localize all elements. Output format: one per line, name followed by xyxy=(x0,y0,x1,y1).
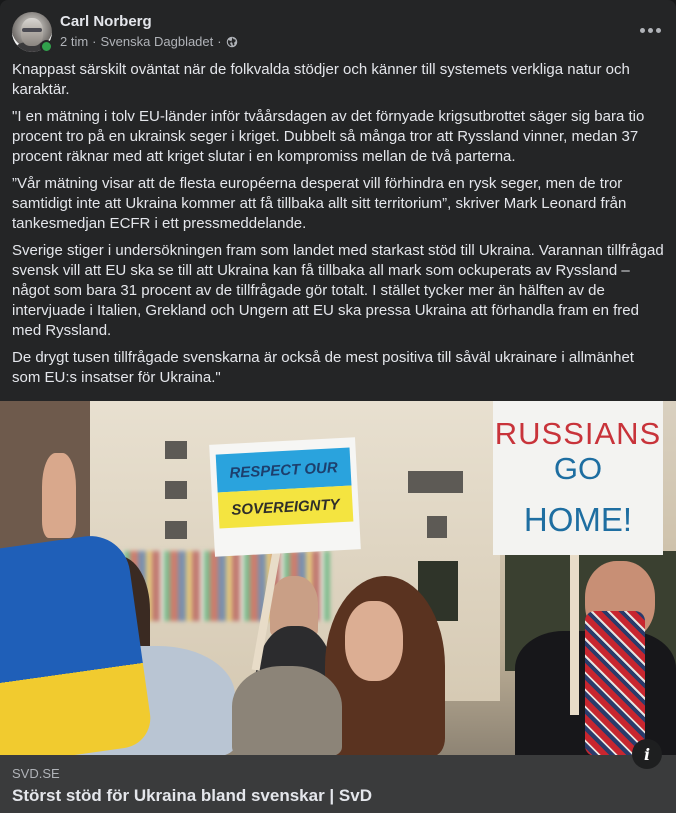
author-name[interactable]: Carl Norberg xyxy=(60,13,152,30)
meta-separator: · xyxy=(92,34,97,49)
online-status-icon xyxy=(40,40,53,53)
avatar-face xyxy=(21,18,43,46)
link-preview-image[interactable] xyxy=(0,401,676,755)
post-paragraph: Knappast särskilt oväntat när de folkvalda stödjer och känner till systemets verkliga natur och karaktär. xyxy=(12,61,630,98)
info-icon[interactable]: i xyxy=(632,739,662,769)
post-timestamp[interactable]: 2 tim xyxy=(60,34,89,49)
link-preview[interactable] xyxy=(0,755,676,813)
raised-hand xyxy=(42,453,76,538)
post-paragraph: "I en mätning i tolv EU-länder inför tvåårsdagen av det förnyade krigsutbrottet säger sig bara tio procent tro på en ukrainsk seger i kriget. Dubbelt så många tror att Ryssland vinner, medan 37 procent räknar med att kriget slutar i en kompromiss mellan de två parterna. xyxy=(12,108,645,165)
woman-center-face xyxy=(345,601,403,681)
post-body xyxy=(12,60,664,395)
sign-line: RUSSIANS xyxy=(494,416,662,451)
link-title[interactable]: Störst stöd för Ukraina bland svenskar | SvD xyxy=(12,786,372,805)
protest-sign-sovereignty xyxy=(209,437,361,556)
post-header xyxy=(12,12,664,52)
window xyxy=(427,516,447,538)
post-paragraph: Sverige stiger i undersökningen fram som landet med starkast stöd till Ukraina. Varannan tillfrågad svensk vill att EU ska se till att Ukraina kan få tillbaka all mark som ockuperats av Ryssland – något som bara 31 procent av de tillfrågade gör totalt. I stället tycker mer än hälften av de intervjuade i Italien, Grekland och Ungern att EU ska pressa Ukraina att förhandla fram en fred med Ryssland. xyxy=(12,242,664,339)
woman-center-coat xyxy=(232,666,342,755)
plaid-scarf xyxy=(585,611,645,755)
window xyxy=(165,521,187,539)
globe-icon[interactable] xyxy=(226,36,238,48)
protest-sign-russians-go-home xyxy=(493,401,663,555)
sign-line: HOME! xyxy=(523,501,633,538)
shared-from-link[interactable]: Svenska Dagbladet xyxy=(100,34,214,49)
sign-line: SOVEREIGNTY xyxy=(218,486,354,529)
sign-line: GO xyxy=(553,451,603,486)
post-paragraph: ”Vår mätning visar att de flesta européerna desperat vill förhindra en rysk seger, men de tror samtidigt inte att Ukraina kommer att få tillbaka allt sitt territorium”, skriver Mark Leonard från tankesmedjan ECFR i ett pressmeddelande. xyxy=(12,175,627,232)
sign-line: RESPECT OUR xyxy=(216,448,352,493)
more-options-icon[interactable] xyxy=(636,16,664,44)
post-paragraph: De drygt tusen tillfrågade svenskarna är också de mest positiva till såväl ukrainare i allmänhet som EU:s insatser för Ukraina." xyxy=(12,349,634,386)
post-meta xyxy=(60,34,238,49)
avatar-glasses xyxy=(22,28,42,32)
window xyxy=(408,471,463,493)
meta-separator: · xyxy=(217,34,222,49)
window xyxy=(165,481,187,499)
link-domain: SVD.SE xyxy=(12,766,60,781)
sign-stick xyxy=(570,555,579,715)
window xyxy=(165,441,187,459)
